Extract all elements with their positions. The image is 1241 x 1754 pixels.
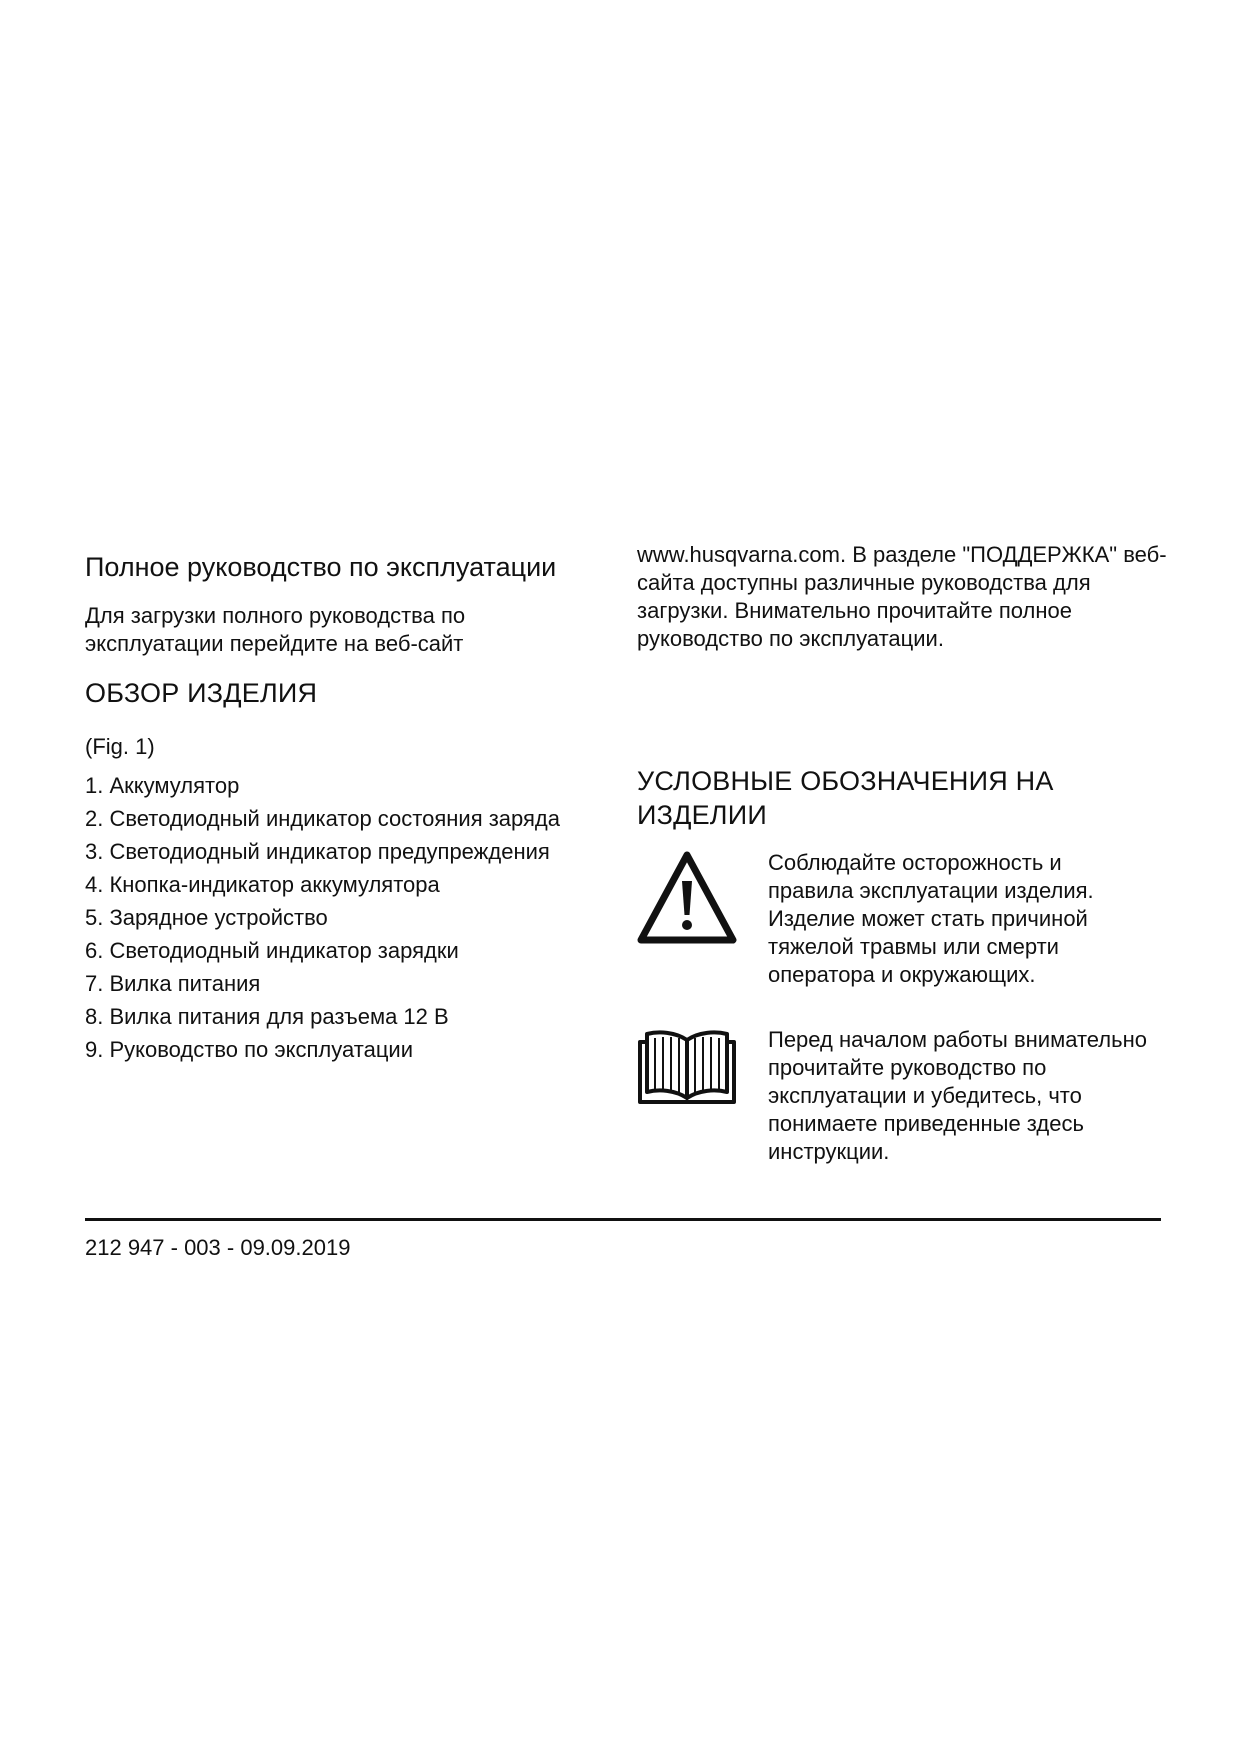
manual-heading: Полное руководство по эксплуатации	[85, 552, 557, 582]
list-item: 2. Светодиодный индикатор состояния заряда	[85, 806, 561, 831]
list-item: 9. Руководство по эксплуатации	[85, 1037, 413, 1062]
figure-reference: (Fig. 1)	[85, 734, 155, 759]
manual-intro-text: Для загрузки полного руководства по эксплуатации перейдите на веб-сайт	[85, 603, 466, 656]
website-text: www.husqvarna.com. В разделе "ПОДДЕРЖКА" веб-сайта доступны различные руководства для загрузки. Внимательно прочитайте полное руководство по эксплуатации.	[637, 542, 1167, 651]
manual-symbol-text: Перед началом работы внимательно прочитайте руководство по эксплуатации и убедитесь, что понимаете приведенные здесь инструкции.	[768, 1027, 1147, 1164]
warning-symbol-text: Соблюдайте осторожность и правила эксплуатации изделия. Изделие может стать причиной тяжелой травмы или смерти оператора и окружающих.	[768, 850, 1094, 987]
footer-divider	[85, 1218, 1161, 1221]
list-item: 3. Светодиодный индикатор предупреждения	[85, 839, 550, 864]
list-item: 8. Вилка питания для разъема 12 В	[85, 1004, 449, 1029]
overview-heading: ОБЗОР ИЗДЕЛИЯ	[85, 678, 318, 708]
list-item: 1. Аккумулятор	[85, 773, 240, 798]
open-book-icon	[637, 1026, 737, 1106]
list-item: 4. Кнопка-индикатор аккумулятора	[85, 872, 440, 897]
parts-list	[85, 769, 560, 1066]
list-item: 6. Светодиодный индикатор зарядки	[85, 938, 459, 963]
right-column	[637, 541, 1177, 1164]
symbols-heading: УСЛОВНЫЕ ОБОЗНАЧЕНИЯ НА ИЗДЕЛИИ	[637, 766, 1054, 830]
document-code: 212 947 - 003 - 09.09.2019	[85, 1235, 351, 1260]
list-item: 5. Зарядное устройство	[85, 905, 328, 930]
left-column	[85, 550, 625, 1062]
warning-triangle-icon	[637, 849, 737, 949]
list-item: 7. Вилка питания	[85, 971, 261, 996]
